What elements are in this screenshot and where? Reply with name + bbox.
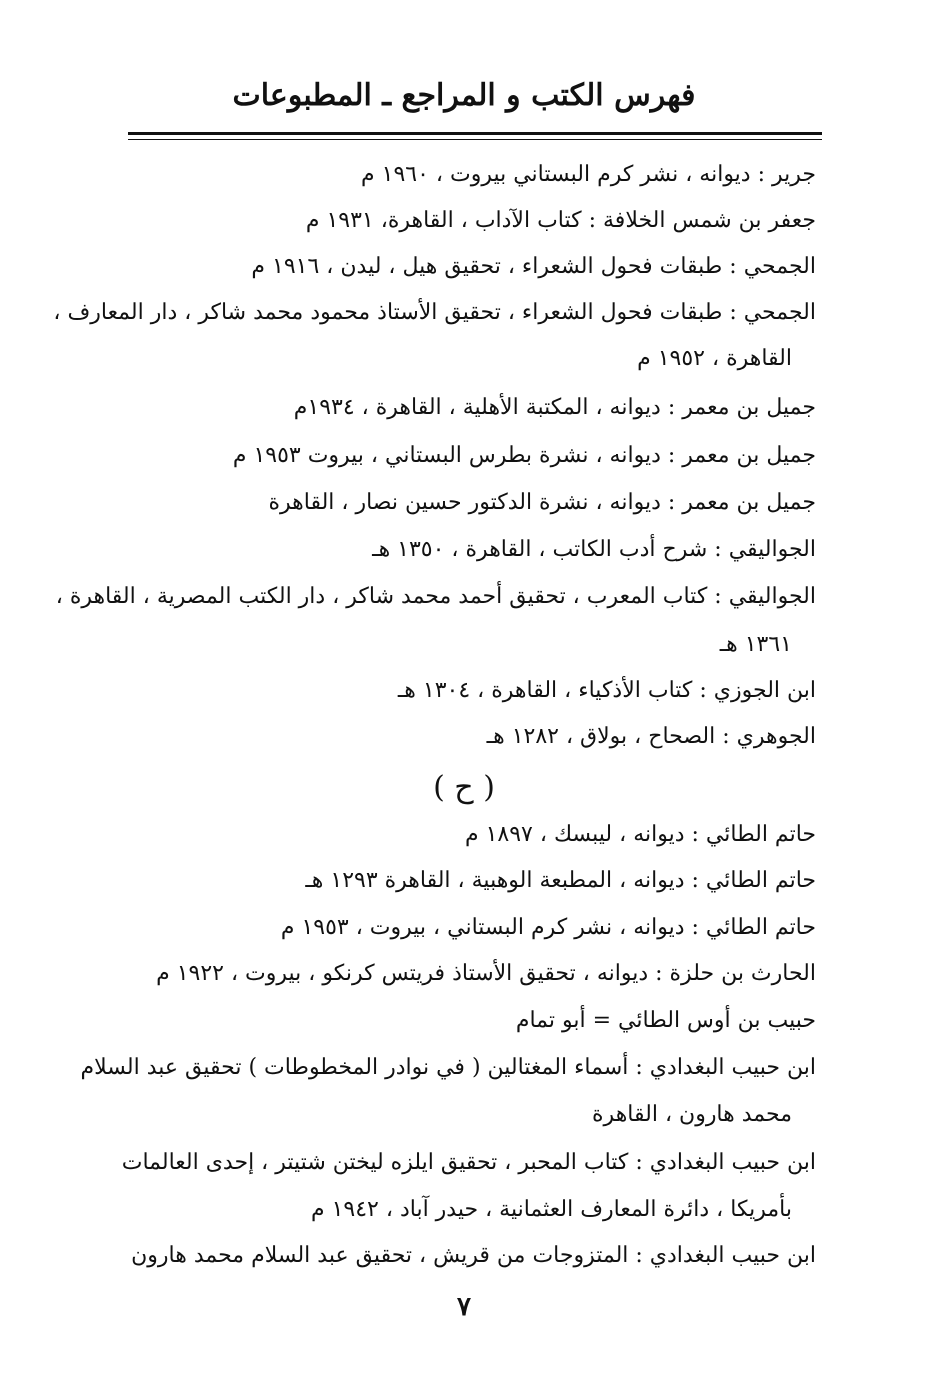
section-heading: ( ح )	[433, 770, 495, 805]
page-number: ٧	[457, 1292, 471, 1322]
entry-line: جميل بن معمر : ديوانه ، نشرة بطرس البستاني ، بيروت ١٩٥٣ م	[232, 443, 816, 468]
entry-line: ابن حبيب البغدادي : المتزوجات من قريش ، تحقيق عبد السلام محمد هارون	[131, 1243, 816, 1268]
entry-line: حاتم الطائي : ديوانه ، ليبسك ، ١٨٩٧ م	[464, 822, 816, 847]
entry-line: جرير : ديوانه ، نشر كرم البستاني بيروت ، ١٩٦٠ م	[361, 162, 816, 187]
entry-line: الجواليقي : كتاب المعرب ، تحقيق أحمد محمد شاكر ، دار الكتب المصرية ، القاهرة ،	[55, 584, 816, 609]
entry-line: الحارث بن حلزة : ديوانه ، تحقيق الأستاذ فريتس كرنكو ، بيروت ، ١٩٢٢ م	[156, 961, 816, 986]
entry-line: ابن حبيب البغدادي : أسماء المغتالين ( في نوادر المخطوطات ) تحقيق عبد السلام	[80, 1055, 816, 1080]
entry-line: حاتم الطائي : ديوانه ، نشر كرم البستاني ، بيروت ، ١٩٥٣ م	[280, 915, 816, 940]
entry-line: ابن الجوزي : كتاب الأذكياء ، القاهرة ، ١٣٠٤ هـ	[397, 678, 816, 703]
title-rule-thick	[128, 132, 822, 135]
entry-line: ابن حبيب البغدادي : كتاب المحبر ، تحقيق ايلزه ليختن شتيتر ، إحدى العالمات	[121, 1150, 816, 1175]
entry-continuation: ١٣٦١ هـ	[719, 632, 792, 657]
entry-line: حاتم الطائي : ديوانه ، المطبعة الوهبية ، القاهرة ١٢٩٣ هـ	[305, 868, 816, 893]
page-title: فهرس الكتب و المراجع ـ المطبوعات	[232, 78, 696, 113]
entry-continuation: بأمريكا ، دائرة المعارف العثمانية ، حيدر آباد ، ١٩٤٢ م	[310, 1197, 792, 1222]
entry-line: جعفر بن شمس الخلافة : كتاب الآداب ، القاهرة، ١٩٣١ م	[305, 208, 816, 233]
entry-line: جميل بن معمر : ديوانه ، المكتبة الأهلية ، القاهرة ، ١٩٣٤م	[293, 395, 816, 420]
entry-continuation: محمد هارون ، القاهرة	[592, 1102, 792, 1127]
entry-line: الجوهري : الصحاح ، بولاق ، ١٢٨٢ هـ	[486, 724, 816, 749]
entry-line: الجمحي : طبقات فحول الشعراء ، تحقيق الأستاذ محمود محمد شاكر ، دار المعارف ،	[53, 300, 816, 325]
entry-line: الجواليقي : شرح أدب الكاتب ، القاهرة ، ١٣٥٠ هـ	[372, 537, 816, 562]
title-rule-thin	[128, 139, 822, 140]
entry-line: جميل بن معمر : ديوانه ، نشرة الدكتور حسين نصار ، القاهرة	[268, 490, 816, 515]
entry-continuation: القاهرة ، ١٩٥٢ م	[637, 346, 792, 371]
entry-line: الجمحي : طبقات فحول الشعراء ، تحقيق هيل ، ليدن ، ١٩١٦ م	[251, 254, 816, 279]
entry-line: حبيب بن أوس الطائي = أبو تمام	[515, 1008, 816, 1033]
